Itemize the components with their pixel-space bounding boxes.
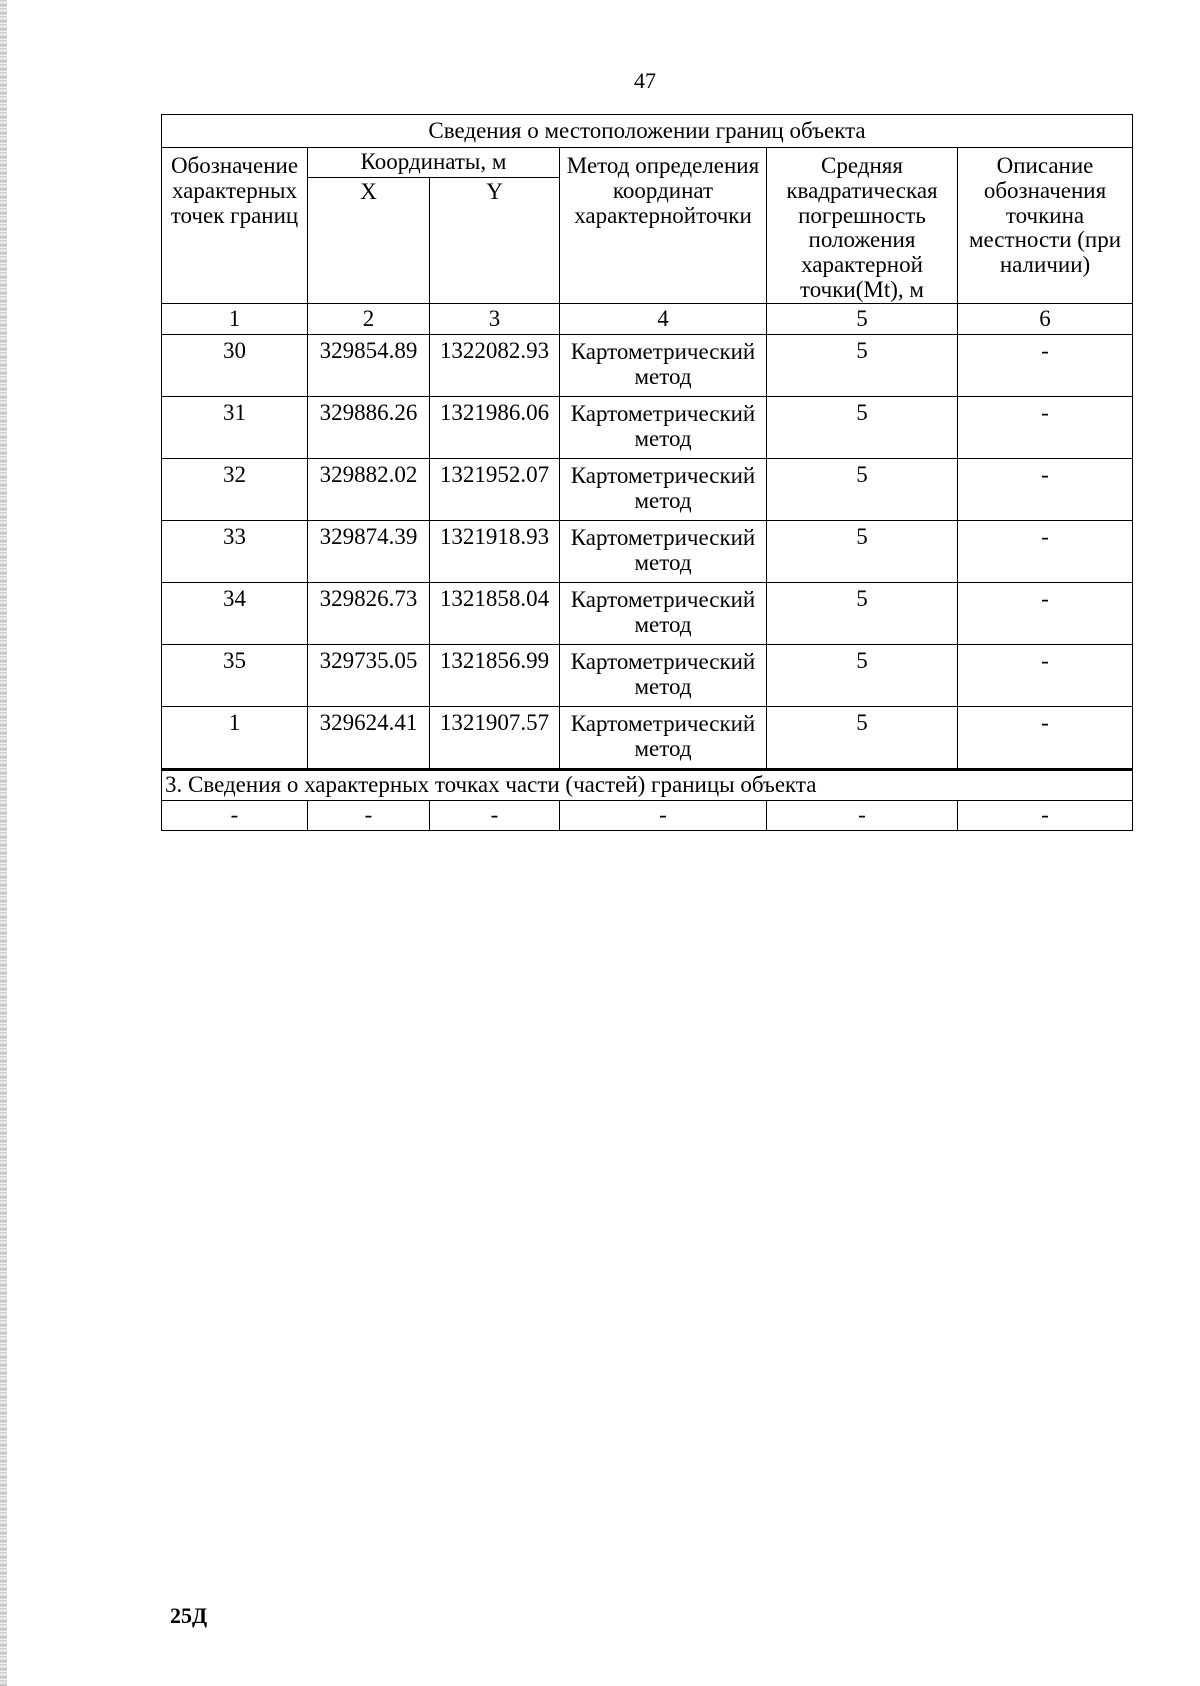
point-cell: 1 bbox=[162, 706, 308, 769]
error-cell: 5 bbox=[767, 396, 958, 458]
x-cell: 329854.89 bbox=[308, 334, 430, 396]
method-line: Картометрический bbox=[570, 400, 756, 426]
point-cell: 34 bbox=[162, 582, 308, 644]
table-row bbox=[162, 334, 1133, 396]
point-cell: 30 bbox=[162, 334, 308, 396]
boundary-table bbox=[161, 114, 1133, 831]
point-cell: 32 bbox=[162, 458, 308, 520]
method-line: Картометрический bbox=[570, 462, 756, 488]
column-number: 2 bbox=[308, 303, 430, 334]
table-row bbox=[162, 396, 1133, 458]
y-cell: 1321858.04 bbox=[430, 582, 560, 644]
description-cell: - bbox=[958, 644, 1133, 706]
section3-cell: - bbox=[560, 800, 767, 830]
section3-cell: - bbox=[767, 800, 958, 830]
y-cell: 1321986.06 bbox=[430, 396, 560, 458]
error-cell: 5 bbox=[767, 458, 958, 520]
section3-title-row bbox=[162, 769, 1133, 800]
method-line: метод bbox=[634, 735, 692, 761]
point-cell: 31 bbox=[162, 396, 308, 458]
table-row bbox=[162, 644, 1133, 706]
method-line: Картометрический bbox=[570, 710, 756, 736]
section3-title: 3. Сведения о характерных точках части (частей) границы объекта bbox=[162, 769, 1133, 800]
scan-edge-artifact bbox=[0, 0, 7, 1686]
header-y: Y bbox=[430, 177, 560, 303]
point-cell: 33 bbox=[162, 520, 308, 582]
error-cell: 5 bbox=[767, 706, 958, 769]
method-line: метод bbox=[634, 363, 692, 389]
column-number-row bbox=[162, 303, 1133, 334]
method-line: Картометрический bbox=[570, 524, 756, 550]
header-coordinates: Координаты, м bbox=[308, 148, 560, 178]
table-row bbox=[162, 582, 1133, 644]
section3-cell: - bbox=[308, 800, 430, 830]
description-cell: - bbox=[958, 520, 1133, 582]
header-x: X bbox=[308, 177, 430, 303]
x-cell: 329826.73 bbox=[308, 582, 430, 644]
description-cell: - bbox=[958, 396, 1133, 458]
table-row bbox=[162, 706, 1133, 769]
section3-cell: - bbox=[430, 800, 560, 830]
method-cell bbox=[560, 582, 767, 644]
method-cell bbox=[560, 396, 767, 458]
method-cell bbox=[560, 458, 767, 520]
error-cell: 5 bbox=[767, 582, 958, 644]
description-cell: - bbox=[958, 334, 1133, 396]
method-cell bbox=[560, 706, 767, 769]
description-cell: - bbox=[958, 458, 1133, 520]
table-title: Сведения о местоположении границ объекта bbox=[162, 115, 1133, 148]
y-cell: 1322082.93 bbox=[430, 334, 560, 396]
x-cell: 329735.05 bbox=[308, 644, 430, 706]
x-cell: 329624.41 bbox=[308, 706, 430, 769]
footer-code: 25Д bbox=[170, 1603, 208, 1628]
method-line: Картометрический bbox=[570, 648, 756, 674]
page-number: 47 bbox=[634, 68, 656, 93]
header-point-designation: Обозначение характерных точек границ bbox=[162, 148, 308, 304]
method-line: метод bbox=[634, 673, 692, 699]
section3-cell: - bbox=[162, 800, 308, 830]
method-cell bbox=[560, 644, 767, 706]
y-cell: 1321856.99 bbox=[430, 644, 560, 706]
description-cell: - bbox=[958, 706, 1133, 769]
table-row bbox=[162, 520, 1133, 582]
error-cell: 5 bbox=[767, 520, 958, 582]
method-line: Картометрический bbox=[570, 586, 756, 612]
column-number: 4 bbox=[560, 303, 767, 334]
method-line: метод bbox=[634, 549, 692, 575]
x-cell: 329882.02 bbox=[308, 458, 430, 520]
column-number: 1 bbox=[162, 303, 308, 334]
method-cell bbox=[560, 520, 767, 582]
header-method: Метод определения координат характернойточки bbox=[560, 148, 767, 304]
table-row bbox=[162, 458, 1133, 520]
x-cell: 329886.26 bbox=[308, 396, 430, 458]
header-description: Описание обозначения точкина местности (при наличии) bbox=[958, 148, 1133, 304]
error-cell: 5 bbox=[767, 334, 958, 396]
column-number: 3 bbox=[430, 303, 560, 334]
description-cell: - bbox=[958, 582, 1133, 644]
method-line: метод bbox=[634, 611, 692, 637]
y-cell: 1321918.93 bbox=[430, 520, 560, 582]
method-line: метод bbox=[634, 487, 692, 513]
section3-cell: - bbox=[958, 800, 1133, 830]
method-line: Картометрический bbox=[570, 338, 756, 364]
y-cell: 1321952.07 bbox=[430, 458, 560, 520]
method-line: метод bbox=[634, 425, 692, 451]
y-cell: 1321907.57 bbox=[430, 706, 560, 769]
column-number: 6 bbox=[958, 303, 1133, 334]
column-number: 5 bbox=[767, 303, 958, 334]
method-cell bbox=[560, 334, 767, 396]
header-row-top bbox=[162, 148, 1133, 178]
error-cell: 5 bbox=[767, 644, 958, 706]
x-cell: 329874.39 bbox=[308, 520, 430, 582]
section3-row bbox=[162, 800, 1133, 830]
table-title-row bbox=[162, 115, 1133, 148]
header-error: Средняя квадратическая погрешность положения характерной точки(Mt), м bbox=[767, 148, 958, 304]
point-cell: 35 bbox=[162, 644, 308, 706]
